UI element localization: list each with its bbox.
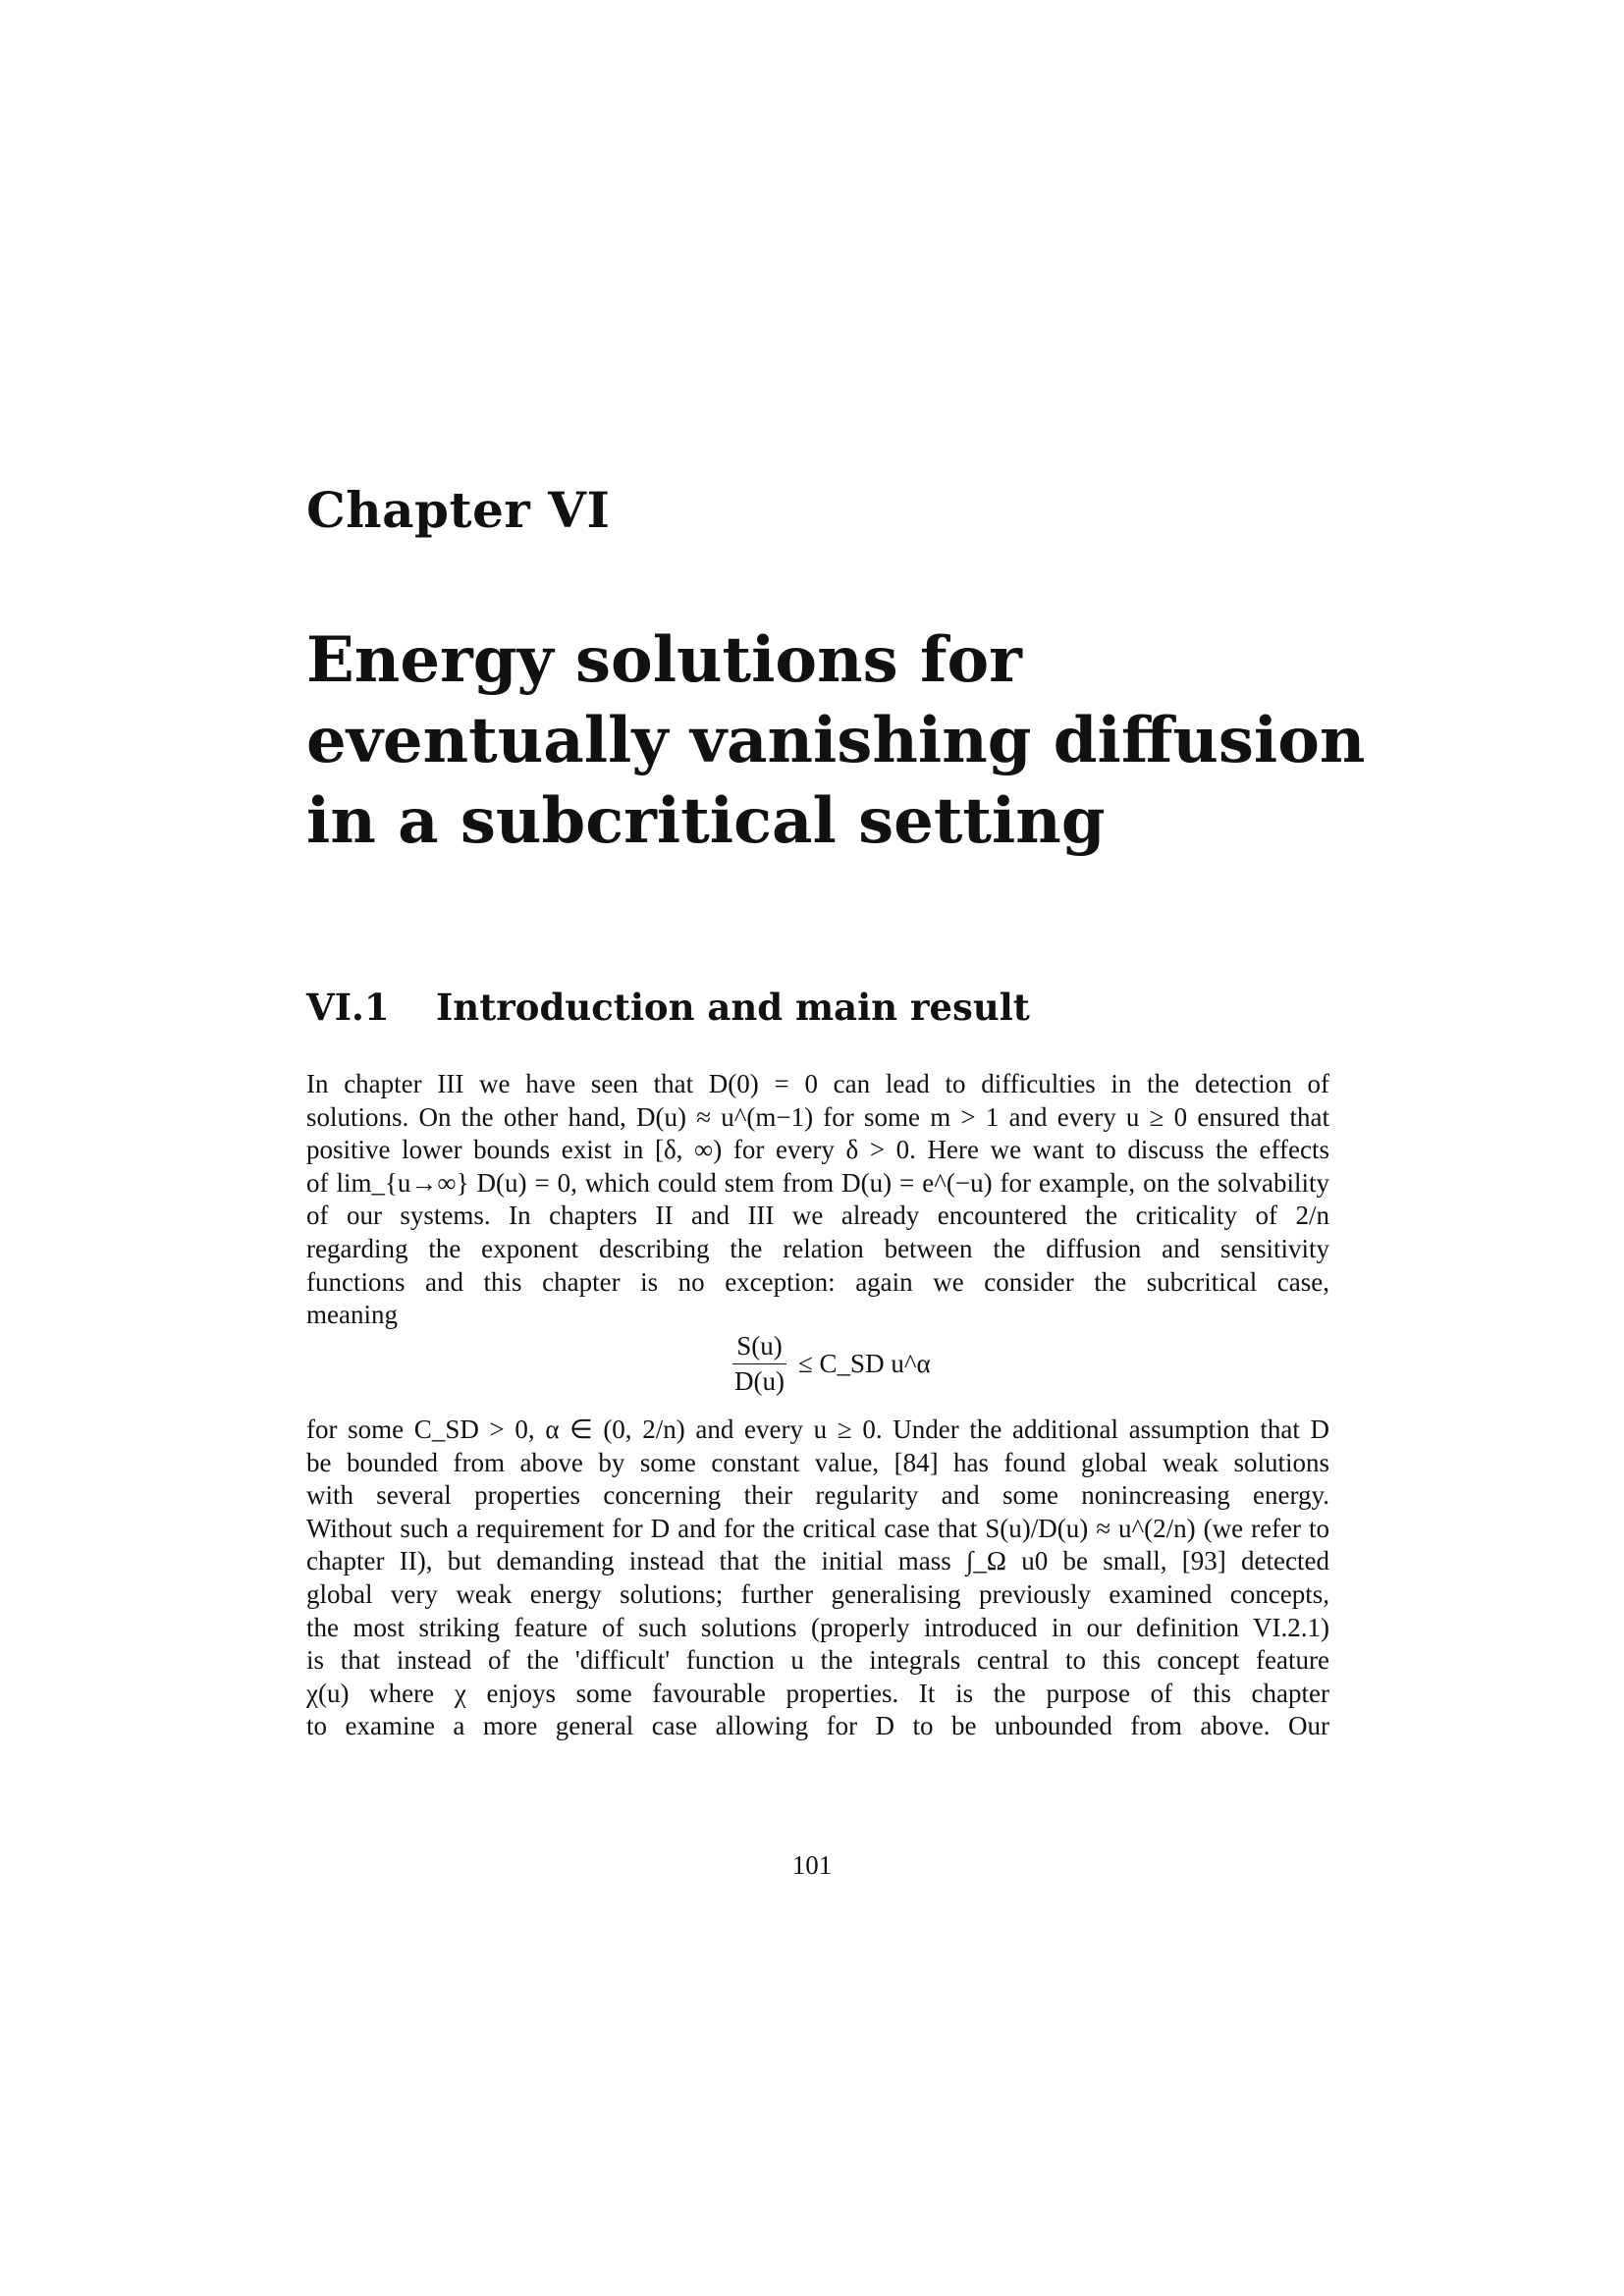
text-line: the most striking feature of such solutions (properly introduced in our definition VI.2.1): [306, 1612, 1329, 1642]
equation-denominator: D(u): [734, 1366, 785, 1396]
chapter-title: [306, 620, 1386, 862]
chapter-title-line: eventually vanishing diffusion: [306, 704, 1366, 777]
page-number: 101: [791, 1850, 833, 1880]
equation-rhs: ≤ C_SD u^α: [797, 1349, 931, 1378]
section-title: Introduction and main result: [436, 986, 1030, 1029]
equation-fraction: [731, 1331, 788, 1397]
text-line: In chapter III we have seen that D(0) = 0 can lead to difficulties in the detection of: [306, 1069, 1329, 1098]
text-line: chapter II), but demanding instead that the initial mass ∫_Ω u0 be small, [93] detected: [306, 1546, 1329, 1576]
equation-numerator: S(u): [732, 1331, 786, 1364]
display-equation: [731, 1331, 931, 1397]
text-line: to examine a more general case allowing for D to be unbounded from above. Our: [306, 1711, 1329, 1741]
text-line: of our systems. In chapters II and III we already encountered the criticality of 2/n: [306, 1201, 1329, 1231]
text-line: with several properties concerning their regularity and some nonincreasing energy.: [306, 1480, 1329, 1511]
text-line: is that instead of the 'difficult' function u the integrals central to this concept feature: [306, 1645, 1329, 1676]
text-line: Without such a requirement for D and for the critical case that S(u)/D(u) ≈ u^(2/n) (we refer to: [306, 1513, 1329, 1543]
text-line: global very weak energy solutions; further generalising previously examined concepts,: [306, 1578, 1329, 1609]
chapter-label: Chapter VI: [306, 481, 611, 539]
text-line: be bounded from above by some constant value, [84] has found global weak solutions: [306, 1447, 1329, 1477]
paragraph-intro: [306, 1068, 1329, 1332]
text-line: of lim_{u→∞} D(u) = 0, which could stem from D(u) = e^(−u) for example, on the solvability: [306, 1167, 1329, 1198]
text-line: functions and this chapter is no exception: again we consider the subcritical case,: [306, 1266, 1329, 1297]
text-line: solutions. On the other hand, D(u) ≈ u^(m−1) for some m > 1 and every u ≥ 0 ensured that: [306, 1101, 1329, 1132]
chapter-title-line: Energy solutions for: [306, 623, 1022, 697]
section-number: VI.1: [306, 986, 390, 1029]
chapter-title-line: in a subcritical setting: [306, 784, 1106, 858]
text-line: χ(u) where χ enjoys some favourable properties. It is the purpose of this chapter: [306, 1678, 1329, 1708]
text-line: positive lower bounds exist in [δ, ∞) for every δ > 0. Here we want to discuss the effects: [306, 1135, 1329, 1165]
section-heading: [306, 986, 1030, 1029]
text-line: meaning: [306, 1300, 398, 1330]
paragraph-main: [306, 1414, 1329, 1743]
text-line: for some C_SD > 0, α ∈ (0, 2/n) and every u ≥ 0. Under the additional assumption that D: [306, 1415, 1329, 1444]
text-line: regarding the exponent describing the relation between the diffusion and sensitivity: [306, 1233, 1329, 1263]
